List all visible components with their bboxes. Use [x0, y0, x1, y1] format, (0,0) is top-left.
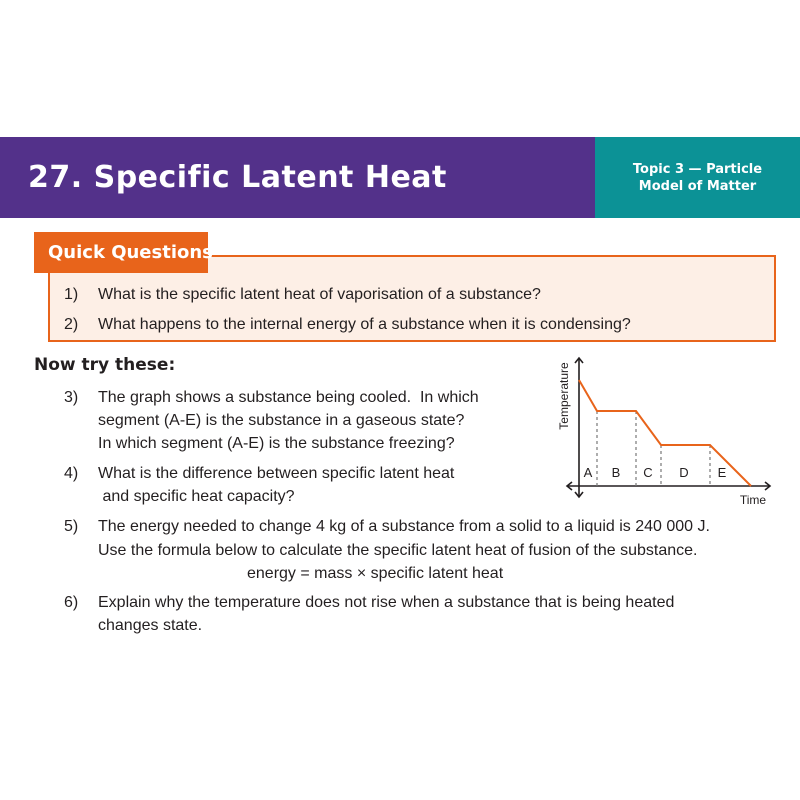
- q-text: changes state.: [98, 617, 203, 634]
- segment-label: A: [583, 465, 593, 480]
- segment-label: E: [717, 465, 727, 480]
- segment-label: D: [679, 465, 689, 480]
- q-text: Use the formula below to calculate the specific latent heat of fusion of the substance.: [98, 542, 698, 559]
- q-number: 5): [64, 518, 79, 535]
- q-text: and specific heat capacity?: [98, 488, 295, 505]
- quick-questions-heading: Quick Questions: [34, 232, 208, 273]
- q-text: What is the specific latent heat of vaporisation of a substance?: [98, 286, 541, 303]
- topic-line: Topic 3 — Particle: [632, 161, 763, 177]
- now-try-heading: Now try these:: [34, 355, 176, 375]
- topic-line: Model of Matter: [638, 178, 757, 194]
- q-text: In which segment (A-E) is the substance freezing?: [98, 435, 455, 452]
- q-number: 1): [64, 286, 79, 303]
- q-number: 6): [64, 594, 79, 611]
- segment-label: C: [643, 465, 653, 480]
- q-text: What is the difference between specific latent heat: [98, 465, 455, 482]
- y-axis-label: Temperature: [557, 362, 571, 430]
- q-number: 3): [64, 389, 79, 406]
- page-title: 27. Specific Latent Heat: [28, 160, 447, 195]
- q-text: What happens to the internal energy of a substance when it is condensing?: [98, 316, 631, 333]
- q-text: Explain why the temperature does not rise when a substance that is being heated: [98, 594, 675, 611]
- formula: energy = mass × specific latent heat: [247, 565, 504, 582]
- q-text: The energy needed to change 4 kg of a substance from a solid to a liquid is 240 000 J.: [98, 518, 710, 535]
- x-axis-label: Time: [739, 493, 767, 507]
- q-number: 2): [64, 316, 79, 333]
- segment-label: B: [611, 465, 621, 480]
- q-text: The graph shows a substance being cooled. In which: [98, 389, 479, 406]
- q-text: segment (A-E) is the substance in a gaseous state?: [98, 412, 465, 429]
- q-number: 4): [64, 465, 79, 482]
